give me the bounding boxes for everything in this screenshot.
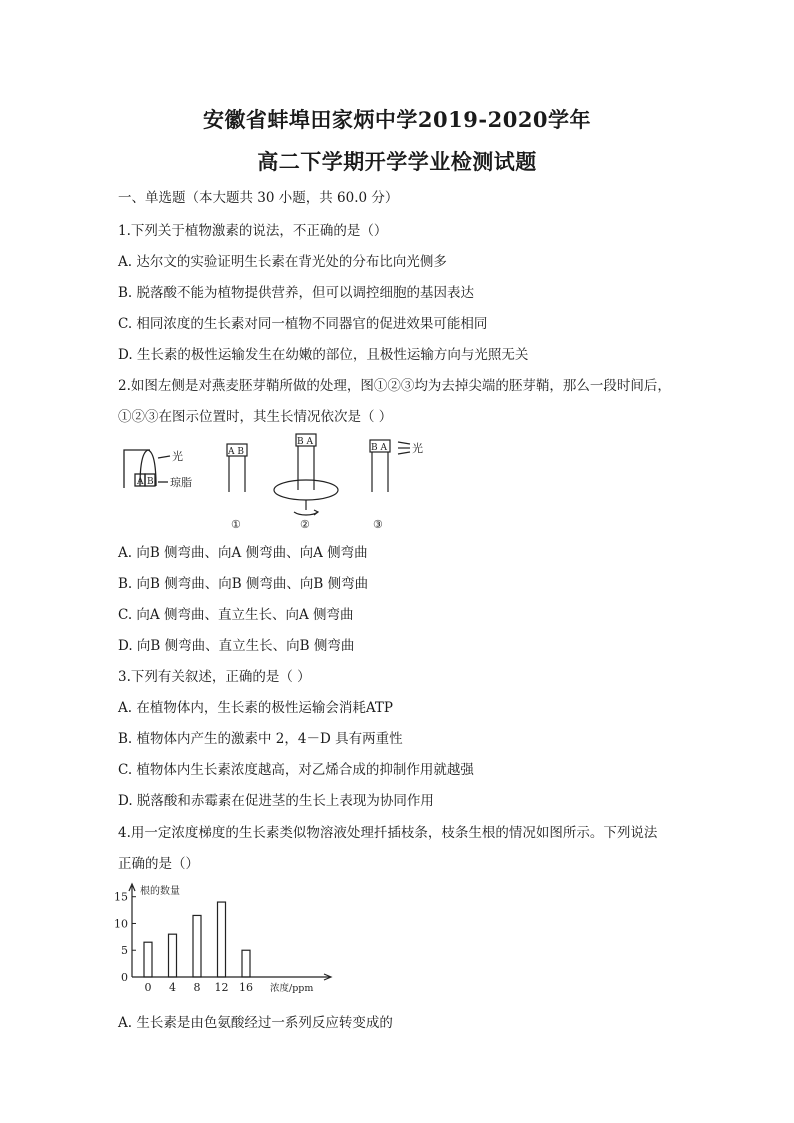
question-1-option-c: C. 相同浓度的生长素对同一植物不同器官的促进效果可能相同 xyxy=(118,316,488,332)
block-label-a: A xyxy=(137,477,144,487)
y-tick-label: 0 xyxy=(121,971,128,984)
coleoptile-1-number: ① xyxy=(231,518,241,531)
y-tick-label: 15 xyxy=(114,890,128,904)
question-1-stem: 1.下列关于植物激素的说法，不正确的是（） xyxy=(118,223,388,239)
coleoptile-figure xyxy=(118,430,428,535)
page-title-line2: 高二下学期开学学业检测试题 xyxy=(257,149,537,174)
bar-4 xyxy=(169,934,177,977)
question-1-option-a: A. 达尔文的实验证明生长素在背光处的分布比向光侧多 xyxy=(118,254,447,270)
question-2-option-c: C. 向A 侧弯曲、直立生长、向A 侧弯曲 xyxy=(118,607,354,623)
coleoptile-3-blocks: B A xyxy=(371,443,387,453)
question-3-option-c: C. 植物体内生长素浓度越高，对乙烯合成的抑制作用就越强 xyxy=(118,762,474,778)
question-3-option-a: A. 在植物体内，生长素的极性运输会消耗ATP xyxy=(118,700,393,716)
question-2-option-a: A. 向B 侧弯曲、向A 侧弯曲、向A 侧弯曲 xyxy=(118,545,368,561)
section-header: 一、单选题（本大题共 30 小题，共 60.0 分） xyxy=(118,190,399,206)
block-label-b: B xyxy=(147,477,154,487)
x-axis-label: 浓度/ppm xyxy=(270,983,314,994)
question-2-option-b: B. 向B 侧弯曲、向B 侧弯曲、向B 侧弯曲 xyxy=(118,576,369,592)
coleoptile-2-number: ② xyxy=(300,518,310,531)
question-4-option-a: A. 生长素是由色氨酸经过一系列反应转变成的 xyxy=(118,1015,393,1031)
x-tick-label: 16 xyxy=(239,981,253,994)
page-title-line1: 安徽省蚌埠田家炳中学2019-2020学年 xyxy=(202,107,592,132)
question-3-option-d: D. 脱落酸和赤霉素在促进茎的生长上表现为协同作用 xyxy=(118,793,434,809)
coleoptile-1-blocks: A B xyxy=(228,447,244,457)
question-1-option-b: B. 脱落酸不能为植物提供营养，但可以调控细胞的基因表达 xyxy=(118,285,475,301)
question-3-stem: 3.下列有关叙述，正确的是（ ） xyxy=(118,669,311,685)
y-axis-label: 根的数量 xyxy=(140,886,180,897)
question-2-stem-line2: ①②③在图示位置时，其生长情况依次是（ ） xyxy=(118,409,393,425)
bar-16 xyxy=(242,950,250,977)
agar-label: 琼脂 xyxy=(170,476,192,489)
light-label: 光 xyxy=(172,450,183,463)
coleoptile-3-number: ③ xyxy=(373,518,383,531)
bar-12 xyxy=(218,902,226,977)
x-tick-label: 12 xyxy=(214,981,229,994)
x-tick-label: 4 xyxy=(169,981,176,994)
root-count-chart xyxy=(112,880,342,1000)
y-tick-label: 10 xyxy=(114,917,128,931)
bar-0 xyxy=(144,942,152,977)
x-tick-label: 8 xyxy=(193,981,201,994)
question-4-stem-line2: 正确的是（） xyxy=(118,856,199,872)
question-2-option-d: D. 向B 侧弯曲、直立生长、向B 侧弯曲 xyxy=(118,638,355,654)
side-light-label: 光 xyxy=(412,442,423,455)
x-tick-label: 0 xyxy=(144,981,152,994)
bar-8 xyxy=(193,915,201,977)
coleoptile-2-blocks: B A xyxy=(297,437,313,447)
question-3-option-b: B. 植物体内产生的激素中 2，4－D 具有两重性 xyxy=(118,731,403,747)
question-4-stem-line1: 4.用一定浓度梯度的生长素类似物溶液处理扦插枝条，枝条生根的情况如图所示。下列说法 xyxy=(118,825,658,841)
question-2-stem-line1: 2.如图左侧是对燕麦胚芽鞘所做的处理，图①②③均为去掉尖端的胚芽鞘，那么一段时间后， xyxy=(118,378,671,394)
y-tick-label: 5 xyxy=(121,944,128,958)
question-1-option-d: D. 生长素的极性运输发生在幼嫩的部位，且极性运输方向与光照无关 xyxy=(118,347,529,363)
